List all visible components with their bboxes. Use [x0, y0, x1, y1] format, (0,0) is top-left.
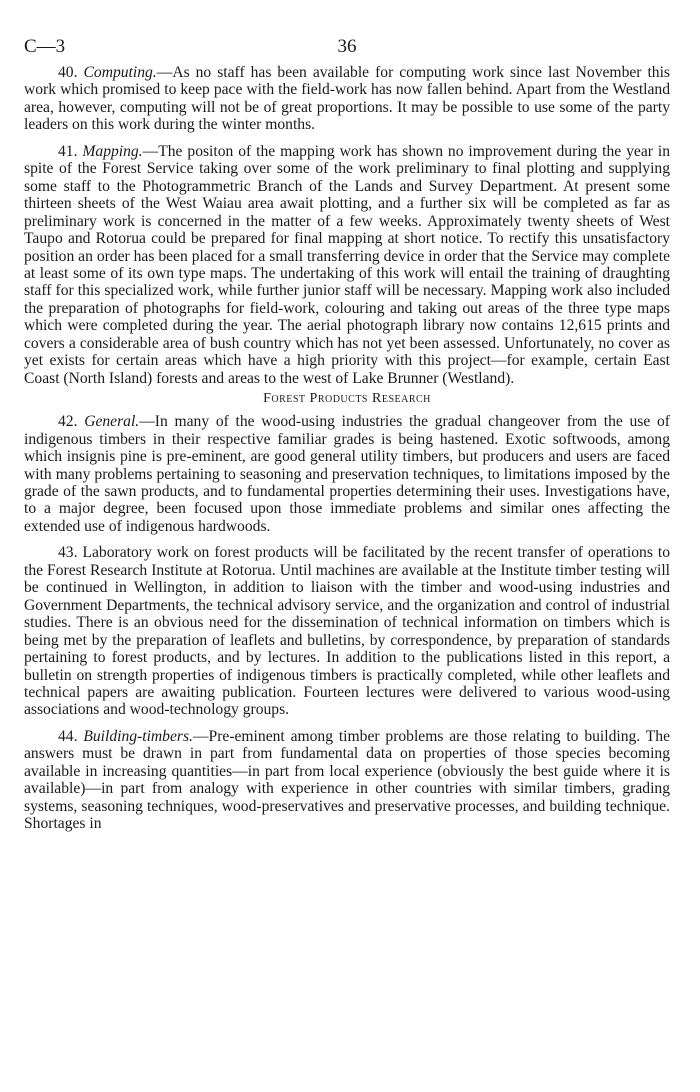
- paragraph-text: —Pre-eminent among timber problems are those relating to building. The answers must be drawn in part from fundamental data on properties of those species becoming available in increasing quantities—in part from local experience (obviously the best guide where it is available)—in part from analogy with experience in other countries with similar timbers, grading systems, seasoning techniques, wood-preservatives and preservative processes, and building technique. Shortages in: [24, 727, 670, 833]
- paragraph-42: [24, 413, 670, 535]
- page-number: 36: [337, 36, 357, 57]
- page-header: [24, 36, 670, 64]
- report-reference: C—3: [24, 36, 66, 57]
- paragraph-43: [24, 544, 670, 719]
- paragraph-text: —The positon of the mapping work has shown no improvement during the year in spite of the Forest Service taking over some of the work preliminary to final plotting and supplying some staff to the Photogrammetric Branch of the Lands and Survey Department. At present some thirteen sheets of the West Waiau area await plotting, and a further six will be completed as far as preliminary work is concerned in the matter of a few weeks. Approximately twenty sheets of West Taupo and Rotorua could be prepared for final mapping at short notice. To rectify this unsatisfactory position an order has been placed for a small transferring device in order that the Service may complete at least some of its own type maps. The undertaking of this work will entail the training of draughting staff for this specialized work, while further junior staff will be necessary. Mapping work also included the preparation of photographs for field-work, colouring and taking out areas of the three type maps which were completed during the year. The aerial photograph library now contains 12,615 prints and covers a considerable area of bush country which has not yet been assessed. Unfortunately, no cover as yet exists for certain areas which have a high priority with this project—for example, certain East Coast (North Island) forests and areas to the west of Lake Brunner (Westland).: [24, 142, 670, 387]
- paragraph-44: [24, 728, 670, 833]
- section-heading: Forest Products Research: [263, 391, 431, 407]
- paragraph-text: —As no staff has been available for computing work since last November this work which promised to keep pace with the field-work has now fallen behind. Apart from the Westland area, however, computing will not be of great proportions. It may be possible to use some of the party leaders on this work during the winter months.: [24, 64, 670, 134]
- paragraph-lead: Computing.: [83, 64, 157, 81]
- paragraph-text: —In many of the wood-using industries the gradual changeover from the use of indigenous timbers in their respective familiar grades is being hastened. Exotic softwoods, among which insignis pine is pre-eminent, are good general utility timbers, but producers and users are faced with many problems pertaining to seasoning and preservation techniques, to limitations imposed by the grade of the sawn products, and to fundamental properties determining their uses. Investigations have, to a major degree, been focused upon those immediate problems and similar ones affecting the extended use of indigenous hardwoods.: [24, 413, 670, 535]
- paragraph-number: 44.: [58, 727, 78, 745]
- paragraph-number: 41.: [58, 142, 78, 160]
- paragraph-lead: Mapping.: [82, 142, 143, 160]
- paragraph-number: 42.: [58, 413, 78, 431]
- paragraph-40: [24, 64, 670, 134]
- paragraph-lead: Building-timbers.: [83, 727, 193, 745]
- paragraph-lead: General.: [84, 413, 140, 431]
- paragraph-text: Laboratory work on forest products will be facilitated by the recent transfer of operations to the Forest Research Institute at Rotorua. Until machines are available at the Institute timber testing will be continued in Wellington, in addition to liaison with the timber and wood-using industries and Government Departments, the technical advisory service, and the organization and control of industrial studies. There is an obvious need for the dissemination of technical information on timbers which is being met by the preparation of leaflets and bulletins, by correspondence, by preparation of standards pertaining to forest products, and by lectures. In addition to the publications listed in this report, a bulletin on strength properties of indigenous timbers is practically completed, while other leaflets and technical papers are awaiting publication. Fourteen lectures were delivered to various wood-using associations and wood-technology groups.: [24, 544, 670, 719]
- document-page: [24, 36, 670, 833]
- paragraph-number: 43.: [58, 544, 78, 562]
- paragraph-number: 40.: [58, 64, 78, 81]
- paragraph-41: [24, 143, 670, 387]
